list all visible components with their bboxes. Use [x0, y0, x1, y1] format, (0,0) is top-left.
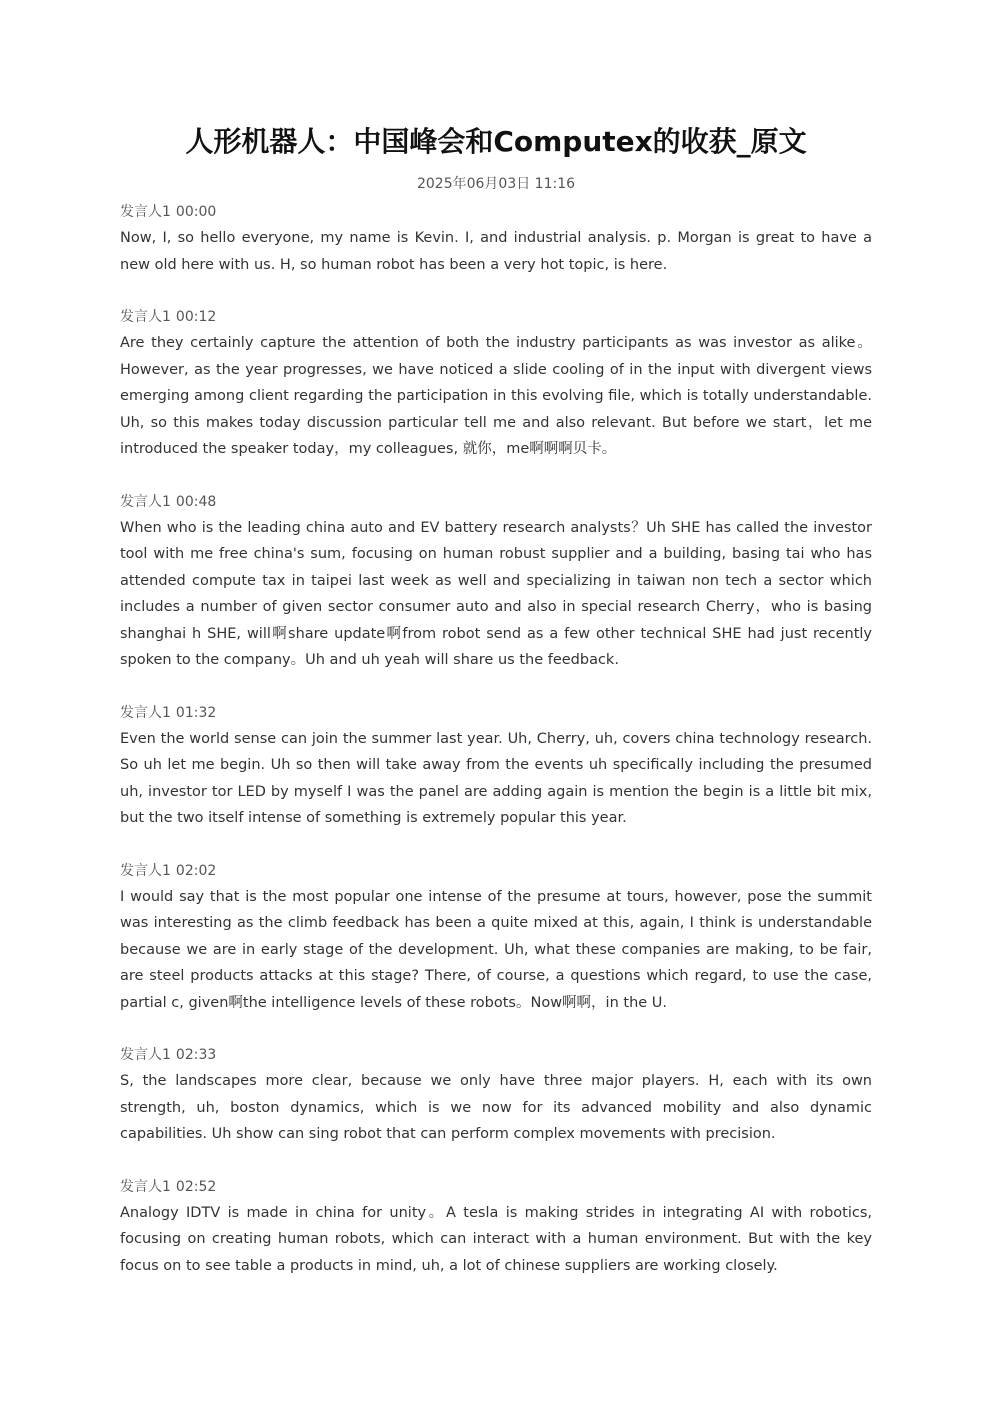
transcript-segment — [120, 1042, 872, 1148]
speaker-name: 发言人1 — [120, 704, 171, 721]
timestamp: 02:33 — [175, 1047, 217, 1063]
speaker-line — [120, 304, 872, 330]
speaker-name: 发言人1 — [120, 1047, 171, 1063]
segment-text: I would say that is the most popular one intense of the presume at tours, however, pose the summit was interesting as the climb feedback has been a quite mixed at this, again, I think is understandable because we are in early stage of the development. Uh, what these companies are making, to be fair, are steel products attacks at this stage? There, of course, a questions which regard, to use the case, partial c, given啊the intelligence levels of these robots。Now啊啊，in the U. — [120, 888, 872, 1011]
speaker-line — [120, 489, 872, 515]
speaker-line — [120, 858, 872, 884]
transcript-segment — [120, 700, 872, 832]
transcript-segment — [120, 1174, 872, 1280]
segment-text: S, the landscapes more clear, because we only have three major players. H, each with its own strength, uh, boston dynamics, which is we now for its advanced mobility and also dynamic capabilities. Uh show can sing robot that can perform complex movements with precision. — [120, 1073, 872, 1142]
speaker-name: 发言人1 — [120, 493, 171, 510]
transcript — [120, 199, 872, 1279]
speaker-line — [120, 700, 872, 726]
document-title: 人形机器人：中国峰会和Computex的收获_原文 — [185, 125, 807, 158]
speaker-line — [120, 199, 872, 225]
speaker-name: 发言人1 — [120, 1178, 171, 1195]
segment-text: When who is the leading china auto and EV battery research analysts？Uh SHE has called the investor tool with me free china's sum, focusing on human robust supplier and a building, basing tai who has attended compute tax in taipei last week as well and specializing in taiwan non tech a sector which includes a number of given sector consumer auto and also in special research Cherry，who is basing shanghai h SHE, will啊share update啊from robot send as a few other technical SHE had just recently spoken to the company。Uh and uh yeah will share us the feedback. — [120, 519, 872, 668]
transcript-segment — [120, 199, 872, 278]
document-date: 2025年06月03日 11:16 — [416, 176, 576, 192]
transcript-segment — [120, 304, 872, 463]
transcript-segment — [120, 489, 872, 674]
timestamp: 00:00 — [175, 204, 217, 220]
timestamp: 00:12 — [175, 309, 217, 325]
timestamp: 02:02 — [175, 862, 217, 879]
segment-text: Analogy IDTV is made in china for unity。A tesla is making strides in integrating AI with robotics, focusing on creating human robots, which can interact with a human environment. But with the key focus on to see table a products in mind, uh, a lot of chinese suppliers are working closely. — [120, 1204, 872, 1274]
timestamp: 02:52 — [175, 1178, 217, 1195]
speaker-name: 发言人1 — [120, 862, 171, 879]
segment-text: Now, I, so hello everyone, my name is Kevin. I, and industrial analysis. p. Morgan is great to have a new old here with us. H, so human robot has been a very hot topic, is here. — [120, 230, 872, 273]
timestamp: 00:48 — [175, 493, 217, 510]
segment-text: Even the world sense can join the summer last year. Uh, Cherry, uh, covers china technology research. So uh let me begin. Uh so then will take away from the events uh specifically including the presumed uh, investor tor LED by myself I was the panel are adding again is mention the begin is a little bit mix, but the two itself intense of something is extremely popular this year. — [120, 730, 872, 826]
transcript-segment — [120, 858, 872, 1017]
timestamp: 01:32 — [175, 704, 217, 721]
speaker-name: 发言人1 — [120, 309, 171, 325]
speaker-line — [120, 1042, 872, 1068]
speaker-line — [120, 1174, 872, 1200]
document-page — [120, 0, 872, 1305]
speaker-name: 发言人1 — [120, 204, 171, 220]
segment-text: Are they certainly capture the attention of both the industry participants as was investor as alike。However, as the year progresses, we have noticed a slide cooling of in the input with divergent views emerging among client regarding the participation in this evolving file, which is totally understandable. Uh, so this makes today discussion particular tell me and also relevant. But before we start，let me introduced the speaker today，my colleagues, 就你，me啊啊啊贝卡。 — [120, 335, 872, 457]
